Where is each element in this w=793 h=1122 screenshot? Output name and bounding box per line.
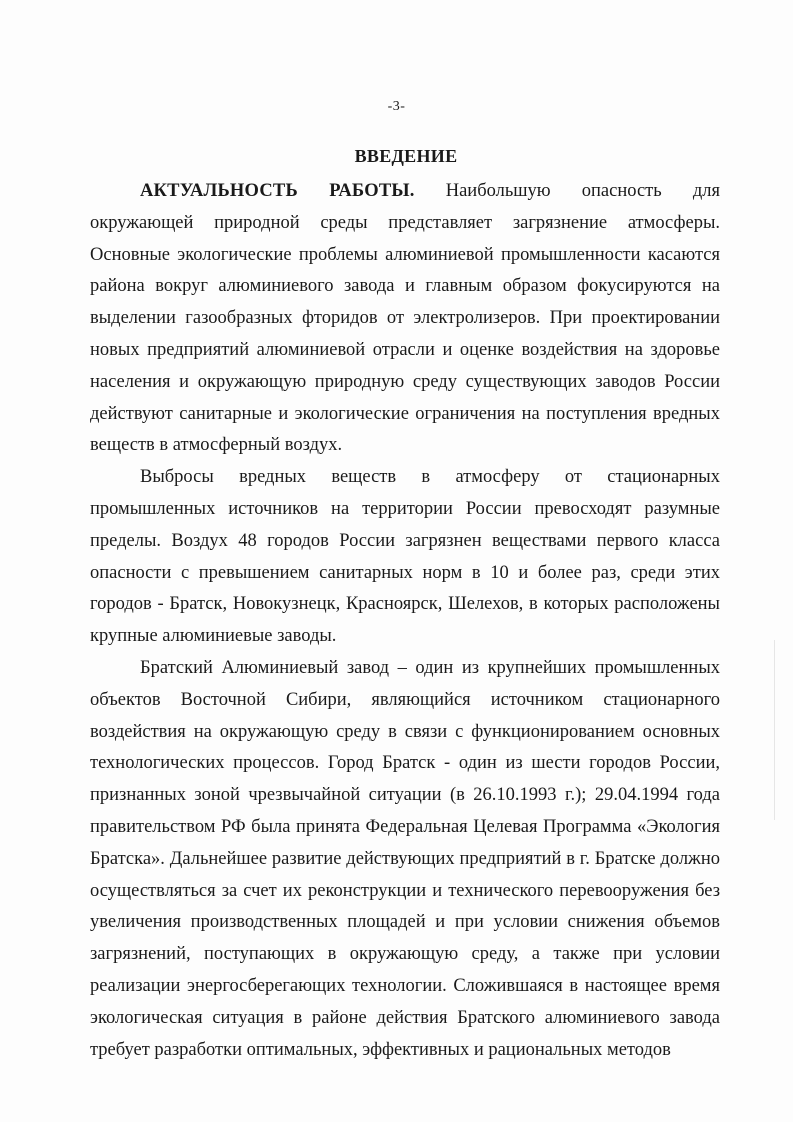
section-heading: ВВЕДЕНИЕ [354,146,458,166]
paragraph [90,176,720,462]
paragraph-text: Наибольшую опасность для окружающей природной среды представляет загрязнение атмосферы. Основные экологические проблемы алюминиевой промышленности касаются района вокруг алюминиевого завода и главным образом фокусируются на выделении газообразных фторидов от электролизеров. При проектировании новых предприятий алюминиевой отрасли и оценке воздействия на здоровье населения и окружающую природную среду существующих заводов России действуют санитарные и экологические ограничения на поступления вредных веществ в атмосферный воздух. [90,181,721,456]
scan-margin-mark [774,640,775,820]
body-text [90,176,720,1066]
paragraph: Выбросы вредных веществ в атмосферу от стационарных промышленных источников на территории России превосходят разумные пределы. Воздух 48 городов России загрязнен веществами первого класса опасности с превышением санитарных норм в 10 и более раз, среди этих городов - Братск, Новокузнецк, Красноярск, Шелехов, в которых расположены крупные алюминиевые заводы. [90,467,720,647]
paragraph-lead: АКТУАЛЬНОСТЬ РАБОТЫ. [140,181,415,201]
paragraph: Братский Алюминиевый завод – один из крупнейших промышленных объектов Восточной Сибири, являющийся источником стационарного воздействия на окружающую среду в связи с функционированием основных технологических процессов. Город Братск - один из шести городов России, признанных зоной чрезвычайной ситуации (в 26.10.1993 г.); 29.04.1994 года правительством РФ была принята Федеральная Целевая Программа «Экология Братска». Дальнейшее развитие действующих предприятий в г. Братске должно осуществляться за счет их реконструкции и технического перевооружения без увеличения производственных площадей и при условии снижения объемов загрязнений, поступающих в окружающую среду, а также при условии реализации энергосберегающих технологии. Сложившаяся в настоящее время экологическая ситуация в районе действия Братского алюминиевого завода требует разработки оптимальных, эффективных и рациональных методов [90,657,720,1060]
page-number: -3- [387,99,406,114]
